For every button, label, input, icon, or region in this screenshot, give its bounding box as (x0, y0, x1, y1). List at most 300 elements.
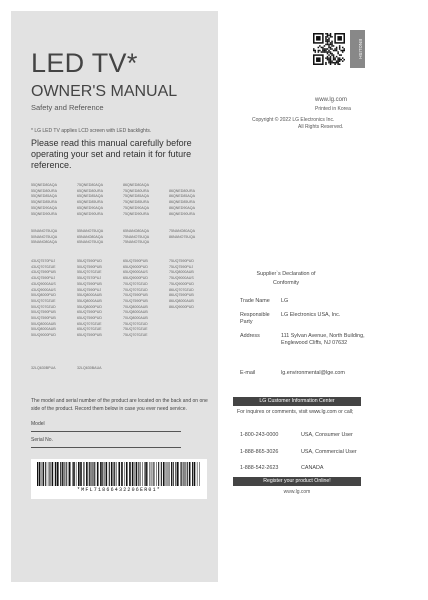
qr-module (330, 33, 332, 35)
qr-module (319, 45, 321, 47)
qr-module (343, 50, 345, 52)
copyright: Copyright © 2022 LG Electronics Inc. (252, 117, 335, 123)
barcode-bar (104, 462, 105, 486)
model-number: 50UQ7590PUB (31, 310, 56, 315)
qr-module (328, 44, 330, 46)
model-number: 86UQ9000PUD (169, 304, 194, 309)
model-number: 65QNED85URA (77, 200, 103, 205)
qr-module (337, 63, 339, 65)
document-title: LED TV* (31, 48, 138, 78)
barcode-bar (163, 462, 165, 486)
qr-module (322, 51, 324, 53)
qr-module (333, 45, 335, 47)
model-number: 55NANO75UQA (77, 229, 104, 233)
model-number: 65UQ7590PUD (77, 316, 102, 321)
model-number: 75UQ7590PUJ (169, 264, 194, 269)
qr-module (342, 57, 344, 59)
qr-module (325, 39, 327, 41)
qr-module (330, 59, 332, 61)
barcode-bar (181, 462, 182, 486)
qr-module (333, 56, 335, 58)
barcode-bar (90, 462, 91, 486)
barcode-bar (86, 462, 88, 486)
barcode-bar (151, 462, 152, 486)
qr-module (340, 50, 342, 52)
barcode-bar (185, 462, 186, 486)
barcode-bar (189, 462, 191, 486)
qr-module (337, 62, 339, 64)
barcode-bars (37, 462, 201, 486)
qr-module (331, 42, 333, 44)
language-tab (350, 30, 365, 68)
barcode-bar (187, 462, 188, 486)
model-number: 55UQ8000PUD (77, 304, 102, 309)
barcode (31, 459, 207, 499)
model-number: 55UQ7590PUD (77, 259, 102, 263)
qr-module (334, 50, 336, 52)
serial-label: Serial No. (31, 437, 53, 443)
model-number: 86QNED85URA (169, 200, 195, 205)
model-number: 75QNED90AQA (123, 205, 149, 210)
qr-module (327, 59, 329, 61)
model-label: Model (31, 421, 45, 427)
model-field (31, 421, 181, 432)
model-serial-text: The model and serial number of the product are located on the back and on one side of the product. Record them below in case you ever need service. (31, 398, 208, 412)
barcode-bar (64, 462, 65, 486)
model-number: 55QNED80AQA (31, 183, 57, 187)
barcode-bar (37, 462, 38, 486)
qr-module (334, 59, 336, 61)
model-row (31, 212, 216, 218)
barcode-bar (138, 462, 139, 486)
barcode-bar (76, 462, 77, 486)
barcode-bar (142, 462, 143, 486)
model-number: 65UQ7590PUB (123, 259, 148, 263)
barcode-bar (194, 462, 196, 486)
model-number: 86QNED85AQA (169, 194, 195, 199)
model-number: 75QNED80AQA (77, 183, 103, 187)
qr-module (322, 50, 324, 52)
qr-module (325, 57, 327, 59)
model-number: 50UQ8000AUB (31, 321, 56, 326)
customer-center-banner: LG Customer Information Center (233, 397, 361, 406)
qr-module (327, 39, 329, 41)
model-number: 86UQ7590PUB (169, 293, 194, 298)
qr-module (324, 51, 326, 53)
barcode-bar (124, 462, 125, 486)
qr-module (328, 35, 330, 37)
inquiries-text: For inquires or comments, visit www.lg.com or call; (237, 409, 354, 415)
model-number: 86QNED90URA (169, 211, 195, 216)
barcode-bar (116, 462, 117, 486)
qr-module (331, 54, 333, 56)
model-number: 50UQ7070ZUE (31, 298, 56, 303)
barcode-bar (192, 462, 193, 486)
conformity-key: Responsible Party (240, 312, 270, 325)
qr-module (343, 59, 345, 61)
model-number: 70UQ8000AUB (123, 304, 148, 309)
qr-module (321, 47, 323, 49)
barcode-bar (97, 462, 99, 486)
model-number: 75UQ9000AUS (169, 276, 194, 281)
model-number: 75QNED80URA (123, 188, 149, 193)
qr-module (325, 51, 327, 53)
model-number: 65QNED90URA (77, 211, 103, 216)
qr-module (336, 60, 338, 62)
phone-number: 1-800-243-0000 (240, 432, 279, 438)
barcode-bar (173, 462, 174, 486)
barcode-bar (161, 462, 162, 486)
qr-module (325, 38, 327, 40)
model-number: 55QNED90AQA (31, 205, 57, 210)
conformity-value: LG Electronics USA, Inc. (281, 312, 341, 318)
qr-module (327, 44, 329, 46)
model-number: 65UQ9000PUD (123, 264, 148, 269)
barcode-bar (102, 462, 103, 486)
barcode-bar (113, 462, 114, 486)
model-number: 86QNED80URA (169, 188, 195, 193)
qr-module (328, 57, 330, 59)
supplier-line-1: Supplier`s Declaration of (256, 271, 316, 277)
qr-module (331, 41, 333, 43)
qr-module (324, 50, 326, 52)
model-number: 70UQ7590PUB (123, 298, 148, 303)
qr-module (334, 57, 336, 59)
model-number: 50UQ8000PUD (31, 293, 56, 298)
barcode-bar (166, 462, 167, 486)
barcode-bar (135, 462, 136, 486)
qr-module (327, 53, 329, 55)
model-number: 65QNED80URA (77, 188, 103, 193)
qr-module (328, 59, 330, 61)
qr-module (337, 51, 339, 53)
phone-number: 1-888-865-3026 (240, 449, 279, 455)
qr-module (333, 57, 335, 59)
phone-desc: CANADA (301, 465, 324, 471)
barcode-bar (39, 462, 41, 486)
barcode-bar (148, 462, 149, 486)
model-number: 75UQ7070ZUE (123, 327, 148, 332)
qr-module (325, 33, 327, 35)
model-number: 75NANO75UQA (123, 240, 150, 245)
qr-module (331, 36, 333, 38)
model-number: 32LQ630BPUA (31, 366, 56, 370)
qr-module (334, 62, 336, 64)
model-number: 43UQ7590PUB (31, 270, 56, 275)
qr-module (330, 47, 332, 49)
phone-number: 1-888-542-2623 (240, 465, 279, 471)
model-number: 86UQ7070ZUD (169, 287, 194, 292)
barcode-bar (73, 462, 75, 486)
qr-module (318, 47, 320, 49)
qr-module (327, 33, 329, 35)
barcode-bar (106, 462, 108, 486)
barcode-bar (145, 462, 147, 486)
safety-heading: Safety and Reference (31, 103, 104, 112)
qr-module (339, 57, 341, 59)
barcode-bar (52, 462, 54, 486)
qr-module (328, 50, 330, 52)
qr-module (343, 48, 345, 50)
website-footer[interactable]: www.lg.com (283, 489, 311, 495)
model-number: 75QNED90URA (123, 211, 149, 216)
qr-module (339, 59, 341, 61)
qr-module (325, 63, 327, 65)
qr-module (315, 51, 317, 53)
qr-module (325, 48, 327, 50)
model-number: 55UQ8000AUB (77, 293, 102, 298)
qr-module (327, 57, 329, 59)
barcode-number: *MFL71866432206ER01* (76, 487, 161, 493)
model-number: 70UQ8000AUB (123, 310, 148, 315)
qr-module (333, 54, 335, 56)
barcode-bar (92, 462, 93, 486)
model-number: 75QNED85URA (123, 200, 149, 205)
model-number: 65UQ7590PUB (77, 333, 102, 338)
supplier-declaration (236, 270, 336, 288)
barcode-bar (141, 462, 142, 486)
conformity-value: lg.environmental@lge.com (281, 370, 345, 376)
qr-module (331, 45, 333, 47)
qr-module (318, 50, 320, 52)
barcode-bar (55, 462, 57, 486)
barcode-bar (144, 462, 145, 486)
model-number: 65UQ7590PUD (77, 310, 102, 315)
qr-module (318, 51, 320, 53)
barcode-bar (57, 462, 59, 486)
qr-module (319, 50, 321, 52)
qr-module (330, 36, 332, 38)
qr-module (328, 60, 330, 62)
model-number: 55UQ7590PUB (77, 281, 102, 286)
barcode-bar (152, 462, 153, 486)
barcode-bar (180, 462, 181, 486)
barcode-bar (42, 462, 43, 486)
model-row (31, 366, 216, 372)
model-number: 65UQ9000AUS (123, 270, 148, 275)
conformity-key: E-mail (240, 370, 256, 376)
barcode-bar (66, 462, 67, 486)
model-number: 75UQ7070ZUE (123, 333, 148, 338)
qr-module (334, 48, 336, 50)
model-number: 65NANO80AQA (123, 229, 149, 233)
model-number: 50UQ7590PUB (31, 316, 56, 321)
model-number: 86UQ8000AUB (169, 298, 194, 303)
qr-module (324, 45, 326, 47)
qr-module (327, 51, 329, 53)
model-number: 55QNED85AQA (31, 194, 57, 199)
model-number: 55QNED85URA (31, 200, 57, 205)
qr-module (339, 63, 341, 65)
model-number: 32LQ630BAUA (77, 366, 102, 370)
qr-module (328, 38, 330, 40)
conformity-value: 111 Sylvan Avenue, North Building, Englewood Cliffs, NJ 07632 (281, 333, 365, 346)
model-number: 55QNED80URA (31, 188, 57, 193)
barcode-bar (114, 462, 115, 486)
model-number: 50UQ7070ZUD (31, 304, 56, 309)
qr-module (325, 36, 327, 38)
qr-module (333, 62, 335, 64)
led-note: * LG LED TV applies LCD screen with LED backlights. (31, 128, 152, 134)
qr-module (330, 60, 332, 62)
serial-field (31, 437, 181, 448)
barcode-bar (80, 462, 82, 486)
qr-module (327, 36, 329, 38)
barcode-bar (109, 462, 110, 486)
model-number: 75UQ7590PUD (169, 259, 194, 263)
barcode-bar (167, 462, 168, 486)
barcode-bar (118, 462, 120, 486)
barcode-bar (126, 462, 128, 486)
barcode-bar (111, 462, 113, 486)
model-number: 50NANO75UQA (31, 229, 58, 233)
qr-module (324, 48, 326, 50)
qr-module (337, 57, 339, 59)
qr-module (333, 50, 335, 52)
barcode-bar (199, 462, 200, 486)
qr-module (337, 59, 339, 61)
qr-module (337, 53, 339, 55)
model-number: 43UQ7070ZUE (31, 264, 56, 269)
qr-module (325, 44, 327, 46)
model-number: 50UQ9000PUD (31, 333, 56, 338)
language-tab-label: ENGLISH (358, 39, 363, 59)
barcode-bar (100, 462, 102, 486)
model-list-hd (31, 366, 216, 372)
model-number: 55UQ8000AUB (77, 298, 102, 303)
model-number: 75QNED85AQA (123, 194, 149, 199)
qr-module (340, 59, 342, 61)
qr-module (331, 60, 333, 62)
read-instructions: Please read this manual carefully before operating your set and retain it for future reference. (31, 138, 192, 170)
document-subtitle: OWNER'S MANUAL (31, 83, 178, 100)
model-number: 75UQ9000PUD (169, 281, 194, 286)
qr-module (330, 44, 332, 46)
qr-module (328, 47, 330, 49)
qr-module (334, 63, 336, 65)
model-number: 65NANO75UQA (77, 240, 104, 245)
barcode-bar (183, 462, 184, 486)
barcode-bar (68, 462, 69, 486)
barcode-bar (41, 462, 42, 486)
qr-module (339, 54, 341, 56)
qr-module (330, 63, 332, 65)
model-list-qned (31, 183, 216, 217)
qr-module (328, 62, 330, 64)
model-number: 65UQ7070ZUE (77, 321, 102, 326)
qr-module (327, 56, 329, 58)
model-number: 86QNED80AQA (123, 183, 149, 187)
model-number: 86NANO75UQA (169, 234, 196, 239)
model-number: 50UQ8000AUB (31, 327, 56, 332)
qr-module (330, 53, 332, 55)
qr-module (336, 50, 338, 52)
qr-module (333, 59, 335, 61)
barcode-bar (132, 462, 134, 486)
qr-module (328, 39, 330, 41)
barcode-bar (93, 462, 94, 486)
barcode-bar (48, 462, 49, 486)
model-number: 65QNED90AQA (77, 205, 103, 210)
barcode-bar (62, 462, 63, 486)
model-number: 65NANO80AQA (77, 234, 103, 239)
qr-module (339, 47, 341, 49)
register-online-link[interactable]: Register your product Online! (233, 477, 361, 486)
qr-module (331, 53, 333, 55)
model-number: 75NANO75UQA (123, 234, 150, 239)
model-number: 65UQ9000PUD (123, 276, 148, 281)
barcode-bar (149, 462, 150, 486)
barcode-bar (158, 462, 159, 486)
qr-module (331, 48, 333, 50)
qr-module (330, 42, 332, 44)
model-number: 75UQ8000AUB (169, 270, 194, 275)
barcode-bar (43, 462, 44, 486)
model-list-nano (31, 229, 216, 246)
qr-module (339, 45, 341, 47)
qr-module (330, 35, 332, 37)
qr-module (327, 48, 329, 50)
barcode-bar (129, 462, 131, 486)
barcode-bar (121, 462, 123, 486)
phone-desc: USA, Commercial User (301, 449, 357, 455)
barcode-bar (169, 462, 170, 486)
model-number: 55UQ7590PUJ (77, 287, 102, 292)
model-list-uhd (31, 259, 216, 339)
conformity-key: Trade Name (240, 298, 270, 304)
qr-module (328, 41, 330, 43)
model-number: 55QNED90URA (31, 211, 57, 216)
model-number: 70UQ8000AUB (123, 316, 148, 321)
qr-module (328, 45, 330, 47)
qr-module (330, 56, 332, 58)
model-number: 70UQ7590PUB (123, 293, 148, 298)
qr-module (330, 57, 332, 59)
qr-module (340, 54, 342, 56)
barcode-bar (69, 462, 71, 486)
qr-module (336, 48, 338, 50)
model-number: 75UQ7070ZUD (123, 321, 148, 326)
barcode-bar (94, 462, 95, 486)
qr-module (321, 51, 323, 53)
barcode-bar (156, 462, 157, 486)
model-number: 75NANO80AQA (169, 229, 195, 233)
barcode-bar (78, 462, 80, 486)
model-number: 70UQ7070ZUD (123, 287, 148, 292)
barcode-bar (83, 462, 84, 486)
model-number: 50UQ7590PUB (77, 264, 102, 269)
barcode-bar (60, 462, 61, 486)
qr-module (342, 50, 344, 52)
qr-module (331, 62, 333, 64)
barcode-bar (175, 462, 176, 486)
qr-module (313, 48, 315, 50)
qr-module (325, 41, 327, 43)
printed-in: Printed in Korea (315, 106, 351, 112)
qr-module (327, 42, 329, 44)
model-number: 43UQ7570PUJ (31, 259, 56, 263)
model-number: 65QNED85AQA (77, 194, 103, 199)
model-number: 43UQ7590PUJ (31, 276, 56, 281)
qr-module (322, 48, 324, 50)
qr-module (330, 51, 332, 53)
model-number: 50NANO75UQA (31, 234, 58, 239)
model-number: 55UQ7570PUJ (77, 276, 102, 281)
qr-module (313, 50, 315, 52)
qr-module (331, 44, 333, 46)
barcode-bar (89, 462, 90, 486)
qr-module (336, 47, 338, 49)
